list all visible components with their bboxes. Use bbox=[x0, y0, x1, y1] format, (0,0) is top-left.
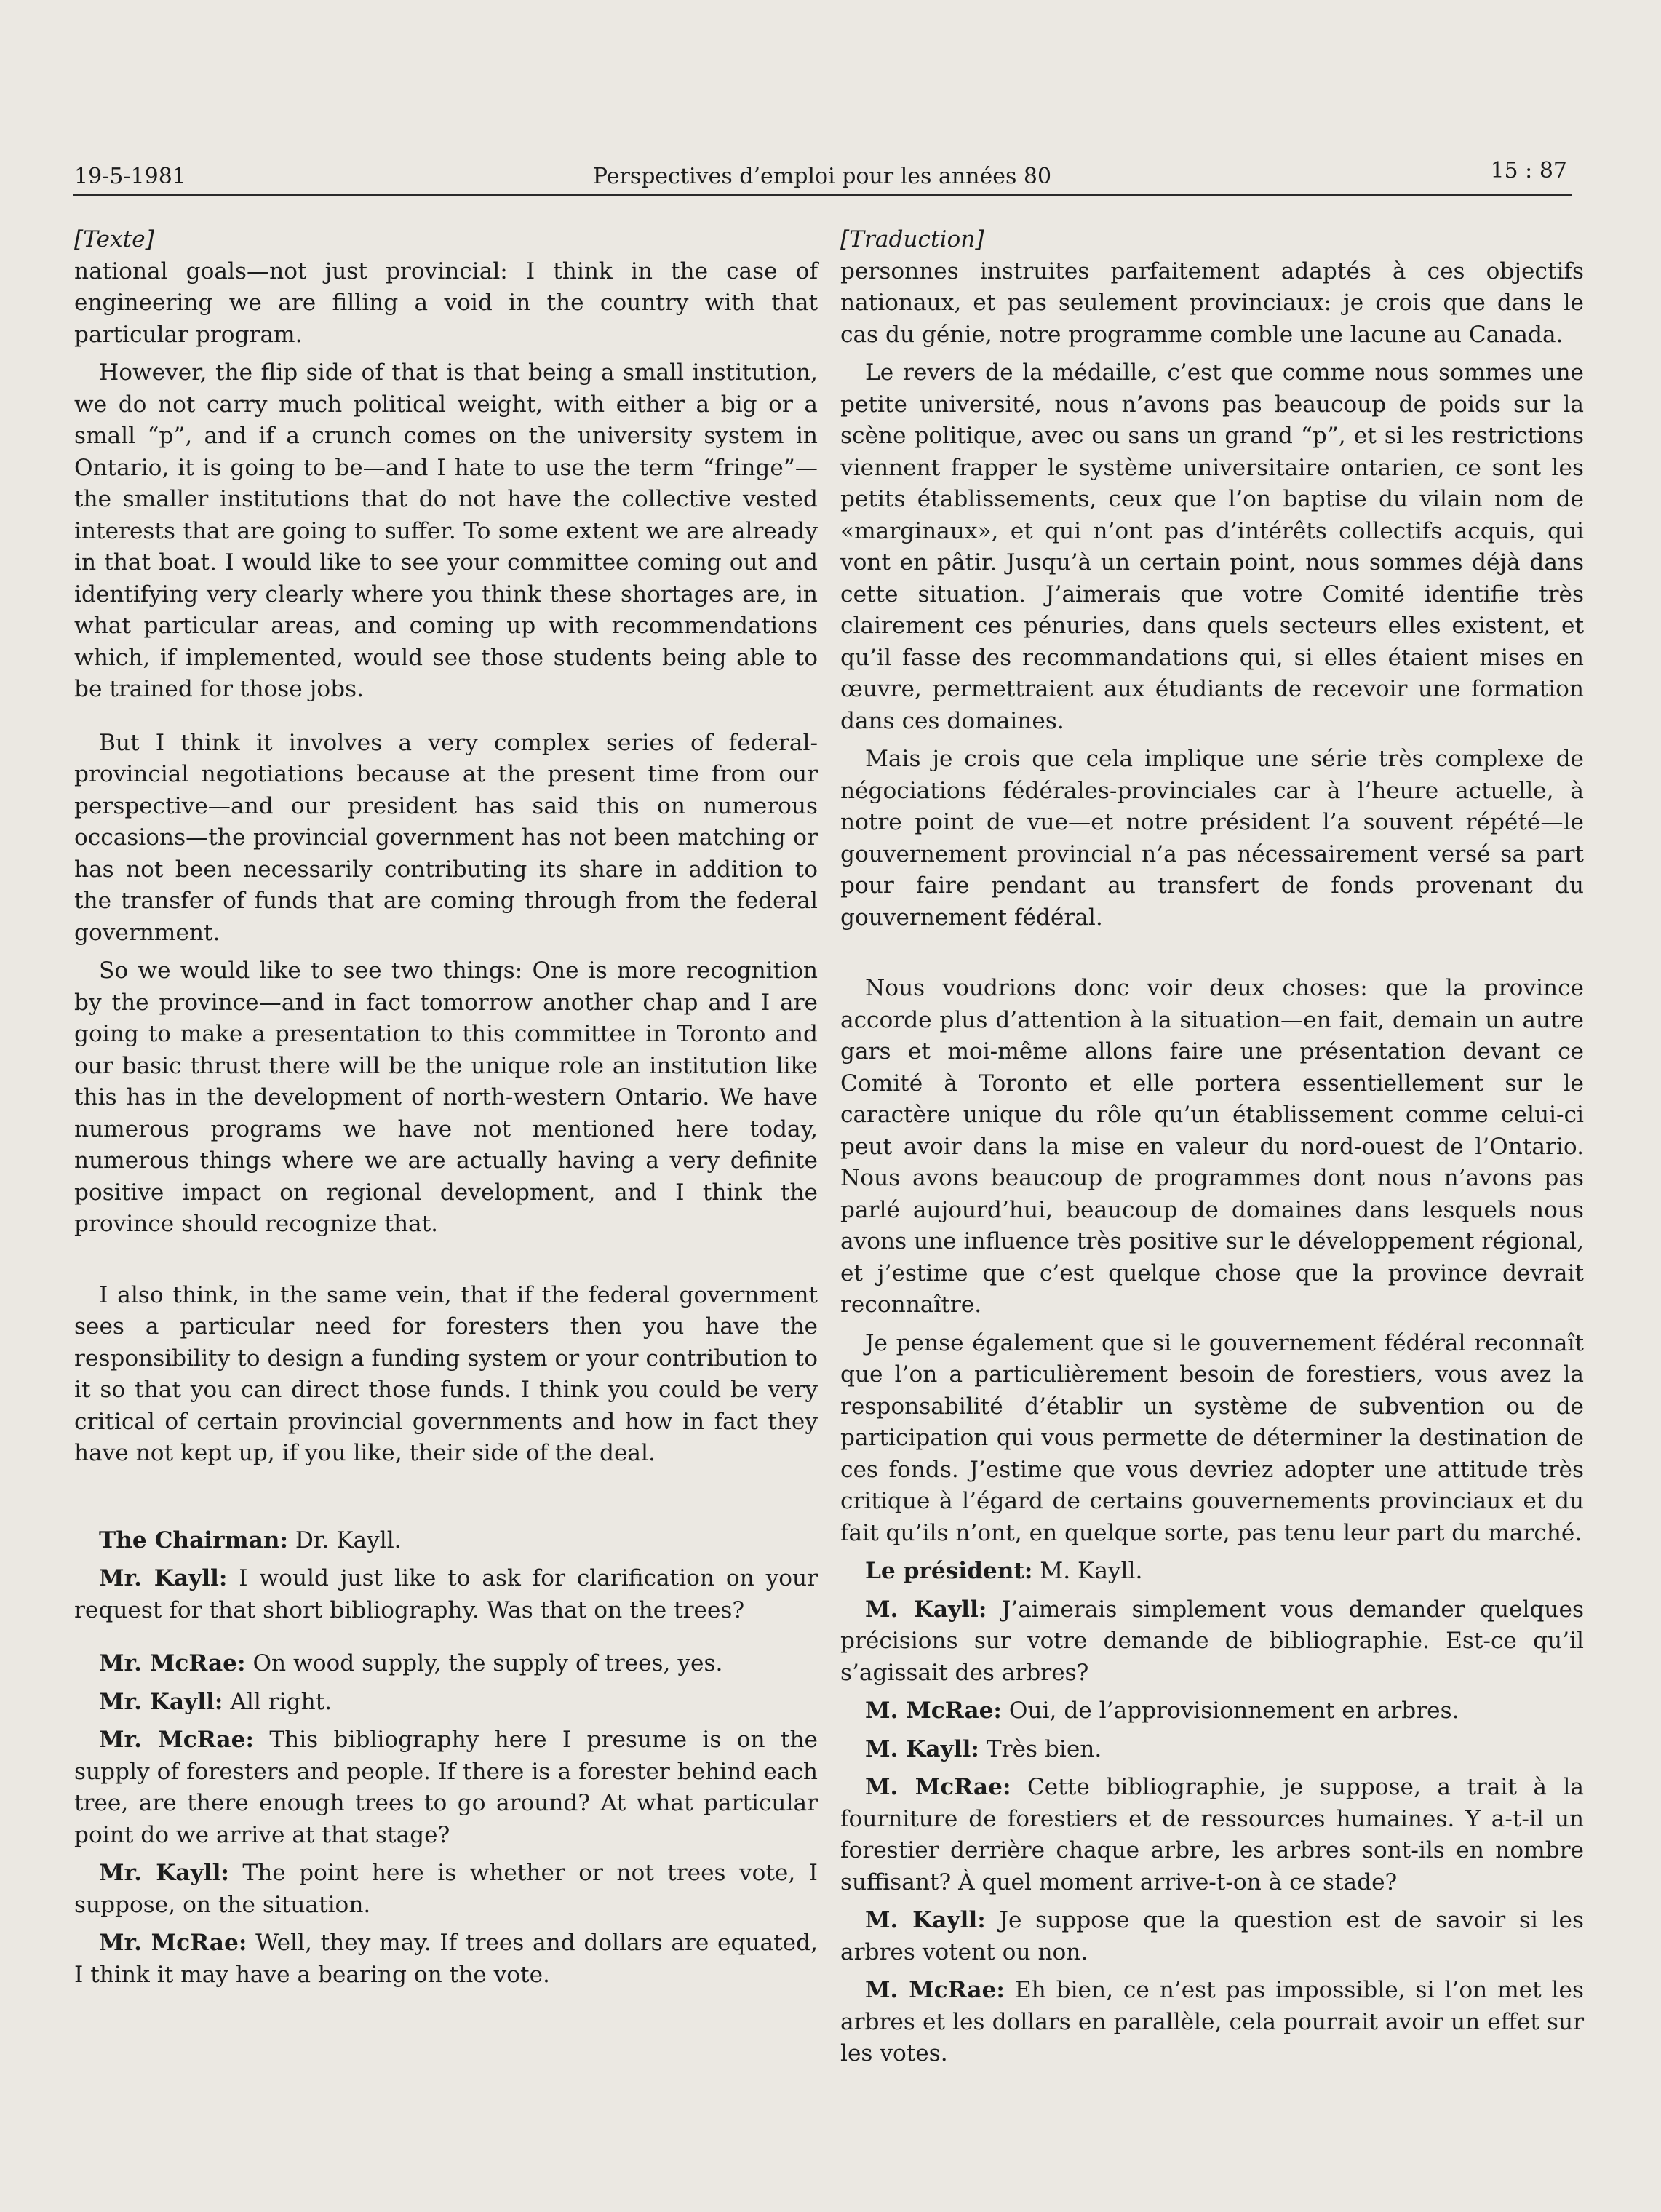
dialogue-text: Très bien. bbox=[986, 1735, 1102, 1762]
paragraph bbox=[840, 357, 1584, 737]
dialogue-text: Dr. Kayll. bbox=[295, 1527, 402, 1553]
dialogue-text: This bibliography here I presume is on the supply of foresters and people. If there is a forester behind each tree, are there enough trees to go around? At what particular point do we arrive at that stage? bbox=[74, 1727, 818, 1848]
paragraph-text: national goals—not just provincial: I think in the case of engineering we are filling a void in the country with that particular program. bbox=[74, 258, 818, 348]
dialogue-text: I would just like to ask for clarification on your request for that short bibliography. Was that on the trees? bbox=[74, 1565, 818, 1623]
dialogue-text: Cette bibliographie, je suppose, a trait à la fourniture de forestiers et de ressources humaines. Y a-t-il un forestier derrière chaque arbre, les arbres sont-ils en nombre suffisant? À quel moment arrive-t-on à ce stade? bbox=[840, 1774, 1584, 1895]
dialogue-text: M. Kayll. bbox=[1040, 1558, 1143, 1584]
speaker-label: M. Kayll: bbox=[865, 1735, 979, 1762]
section-tag-english: [Texte] bbox=[74, 226, 154, 252]
paragraph-text: Mais je crois que cela implique une série très complexe de négociations fédérales-provinciales car à l’heure actuelle, à notre point de vue—et notre président l’a souvent répété—le gouvernement provincial n’a pas nécessairement versé sa part pour faire pendant au transfert de fonds provenant du gouvernement fédéral. bbox=[840, 746, 1584, 931]
section-tag-french: [Traduction] bbox=[840, 226, 984, 252]
dialogue-line bbox=[840, 1594, 1584, 1690]
paragraph bbox=[840, 1328, 1584, 1550]
dialogue-line bbox=[840, 1695, 1584, 1727]
paragraph-text: Je pense également que si le gouvernement fédéral reconnaît que l’on a particulièrement besoin de forestiers, vous avez la responsabilité d’établir un système de subvention ou de participation qui vous permette de déterminer la destination de ces fonds. J’estime que vous devriez adopter une attitude très critique à l’égard de certains gouvernements provinciaux et du fait qu’ils n’ont, en quelque sorte, pas tenu leur part du marché. bbox=[840, 1329, 1584, 1546]
dialogue-line bbox=[74, 1687, 818, 1719]
dialogue-text: All right. bbox=[230, 1688, 332, 1715]
english-column bbox=[74, 224, 818, 1997]
paragraph bbox=[840, 256, 1584, 351]
dialogue-text: J’aimerais simplement vous demander quelques précisions sur votre demande de bibliographie. Est-ce qu’il s’agissait des arbres? bbox=[840, 1596, 1584, 1686]
paragraph-text: Le revers de la médaille, c’est que comme nous sommes une petite université, nous n’avons pas beaucoup de poids sur la scène politique, avec ou sans un grand “p”, et si les restrictions viennent frapper le système universitaire ontarien, ce sont les petits établissements, ceux que l’on baptise du vilain nom de «marginaux», et qui n’ont pas d’intérêts collectifs acquis, qui vont en pâtir. Jusqu’à un certain point, nous sommes déjà dans cette situation. J’aimerais que votre Comité identifie très clairement ces pénuries, dans quels secteurs elles existent, et qu’il fasse des recommandations qui, si elles étaient mises en œuvre, permettraient aux étudiants de recevoir une formation dans ces domaines. bbox=[840, 359, 1584, 734]
speaker-label: M. Kayll: bbox=[865, 1907, 986, 1933]
paragraph-text: personnes instruites parfaitement adaptés à ces objectifs nationaux, et pas seulement provinciaux: je crois que dans le cas du génie, notre programme comble une lacune au Canada. bbox=[840, 258, 1584, 348]
paragraph-text: So we would like to see two things: One is more recognition by the province—and in fact tomorrow another chap and I are going to make a presentation to this committee in Toronto and our basic thrust there will be the unique role an institution like this has in the development of north-western Ontario. We have numerous programs we have not mentioned here today, numerous things where we are actually having a very definite positive impact on regional development, and I think the province should recognize that. bbox=[74, 958, 818, 1237]
dialogue-text: Well, they may. If trees and dollars are equated, I think it may have a bearing on the vote. bbox=[74, 1930, 818, 1988]
dialogue-text: Je suppose que la question est de savoir si les arbres votent ou non. bbox=[840, 1907, 1585, 1965]
dialogue-line bbox=[74, 1724, 818, 1851]
speaker-label: Mr. McRae: bbox=[99, 1930, 247, 1956]
paragraph bbox=[74, 955, 818, 1241]
paragraph bbox=[74, 357, 818, 706]
dialogue-text: Oui, de l’approvisionnement en arbres. bbox=[1008, 1698, 1459, 1724]
speaker-label: Mr. Kayll: bbox=[99, 1688, 223, 1715]
speaker-label: M. McRae: bbox=[865, 1698, 1002, 1724]
paragraph bbox=[840, 744, 1584, 934]
paragraph-text: I also think, in the same vein, that if the federal government sees a particular need for foresters then you have the responsibility to design a funding system or your contribution to it so that you can direct those funds. I think you could be very critical of certain provincial governments and how in fact they have not kept up, if you like, their side of the deal. bbox=[74, 1281, 818, 1466]
speaker-label: M. McRae: bbox=[865, 1774, 1011, 1800]
speaker-label: Mr. McRae: bbox=[99, 1727, 254, 1753]
dialogue-line bbox=[74, 1648, 818, 1680]
speaker-label: Le président: bbox=[865, 1558, 1033, 1584]
header-date: 19-5-1981 bbox=[74, 164, 186, 189]
dialogue-line bbox=[74, 1927, 818, 1991]
paragraph bbox=[74, 728, 818, 950]
page-header bbox=[73, 143, 1572, 196]
dialogue-line bbox=[840, 1556, 1584, 1588]
paragraph bbox=[74, 1280, 818, 1470]
dialogue-text: Eh bien, ce n’est pas impossible, si l’on met les arbres et les dollars en parallèle, cela pourrait avoir un effet sur les votes. bbox=[840, 1977, 1584, 2066]
dialogue-line bbox=[840, 1975, 1584, 2070]
dialogue-line bbox=[840, 1905, 1584, 1968]
paragraph-text: However, the flip side of that is that being a small institution, we do not carry much political weight, with either a big or a small “p”, and if a crunch comes on the university system in Ontario, it is going to be—and I hate to use the term “fringe”—the smaller institutions that do not have the collective vested interests that are going to suffer. To some extent we are already in that boat. I would like to see your committee coming out and identifying very clearly where you think these shortages are, in what particular areas, and coming up with recommendations which, if implemented, would see those students being able to be trained for those jobs. bbox=[74, 359, 818, 702]
dialogue-text: On wood supply, the supply of trees, yes. bbox=[252, 1650, 723, 1676]
paragraph-text: But I think it involves a very complex series of federal-provincial negotiations because at the present time from our perspective—and our president has said this on numerous occasions—the provincial government has not been matching or has not been necessarily contributing its share in addition to the transfer of funds that are coming through from the federal government. bbox=[74, 729, 818, 946]
speaker-label: M. McRae: bbox=[865, 1977, 1005, 2003]
dialogue-text: The point here is whether or not trees vote, I suppose, on the situation. bbox=[74, 1860, 818, 1918]
dialogue-line bbox=[74, 1858, 818, 1921]
header-title: Perspectives d’emploi pour les années 80 bbox=[592, 164, 1052, 189]
speaker-label: Mr. Kayll: bbox=[99, 1860, 229, 1886]
speaker-label: Mr. McRae: bbox=[99, 1650, 246, 1676]
french-column bbox=[840, 224, 1584, 2077]
dialogue-line bbox=[840, 1734, 1584, 1766]
paragraph bbox=[74, 256, 818, 351]
speaker-label: Mr. Kayll: bbox=[99, 1565, 228, 1591]
dialogue-line bbox=[74, 1563, 818, 1626]
dialogue-line bbox=[840, 1772, 1584, 1898]
speaker-label: The Chairman: bbox=[99, 1527, 288, 1553]
paragraph bbox=[840, 973, 1584, 1321]
paragraph-text: Nous voudrions donc voir deux choses: que la province accorde plus d’attention à la situation—en fait, demain un autre gars et moi-même allons faire une présentation devant ce Comité à Toronto et elle portera essentiellement sur le caractère unique du rôle qu’un établissement comme celui-ci peut avoir dans la mise en valeur du nord-ouest de l’Ontario. Nous avons beaucoup de programmes dont nous n’avons pas parlé aujourd’hui, beaucoup de domaines dans lesquels nous avons une influence très positive sur le développement régional, et j’estime que c’est quelque chose que la province devrait reconnaître. bbox=[840, 975, 1584, 1318]
header-page-number: 15 : 87 bbox=[1490, 158, 1567, 183]
dialogue-line bbox=[74, 1525, 818, 1557]
speaker-label: M. Kayll: bbox=[865, 1596, 987, 1623]
